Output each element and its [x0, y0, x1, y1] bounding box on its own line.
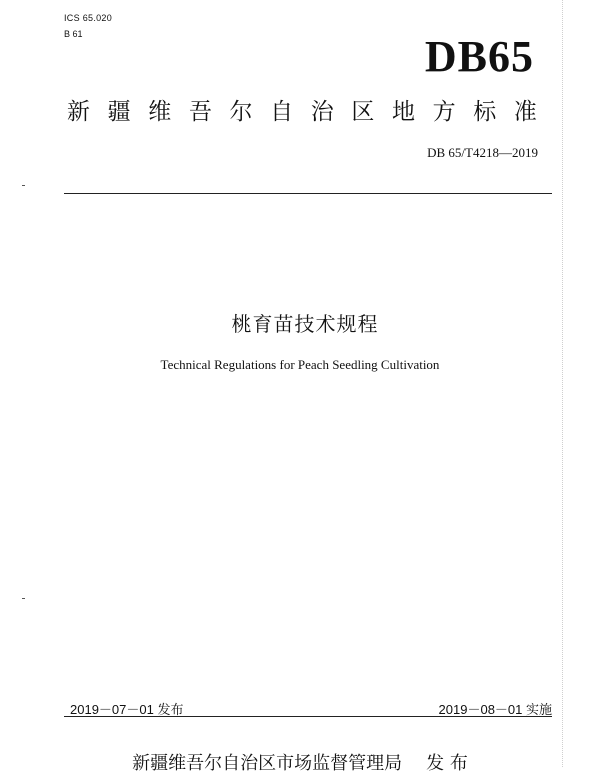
issuer-char: 自 — [270, 99, 294, 125]
scan-mark — [22, 598, 25, 599]
standard-number: DB 65/T4218—2019 — [427, 145, 538, 160]
document-title-chinese: 桃育苗技术规程 — [231, 312, 379, 336]
scan-page-edge — [562, 0, 563, 767]
issue-action: 发 布 — [426, 753, 468, 774]
publish-date: 2019－07－01 发布 — [70, 702, 184, 717]
issuer-char: 吾 — [188, 99, 212, 125]
implementation-date: 2019－08－01 实施 — [438, 702, 552, 717]
footer-divider — [64, 716, 552, 717]
ics-classification: ICS 65.020 — [64, 13, 113, 23]
header-divider — [64, 193, 552, 194]
issuer-char: 尔 — [229, 99, 253, 125]
issuer-char: 标 — [473, 99, 497, 125]
scan-mark — [22, 185, 25, 186]
issuer-char: 地 — [392, 99, 415, 125]
issuer-char: 方 — [432, 99, 456, 125]
issuer-char: 准 — [513, 99, 537, 125]
issuing-authority: 新疆维吾尔自治区市场监督管理局 — [132, 753, 403, 774]
ccs-classification: B 61 — [64, 29, 83, 39]
issuing-authority-line — [0, 749, 600, 775]
issuer-region-heading — [67, 96, 537, 128]
issuer-char: 新 — [67, 99, 90, 125]
issuer-char: 区 — [351, 99, 375, 125]
document-title-english: Technical Regulations for Peach Seedling Cultivation — [160, 357, 440, 372]
issuer-char: 治 — [310, 99, 334, 125]
issuer-char: 维 — [148, 99, 172, 125]
standard-code: DB65 — [424, 32, 534, 81]
issuer-char: 疆 — [107, 99, 131, 125]
